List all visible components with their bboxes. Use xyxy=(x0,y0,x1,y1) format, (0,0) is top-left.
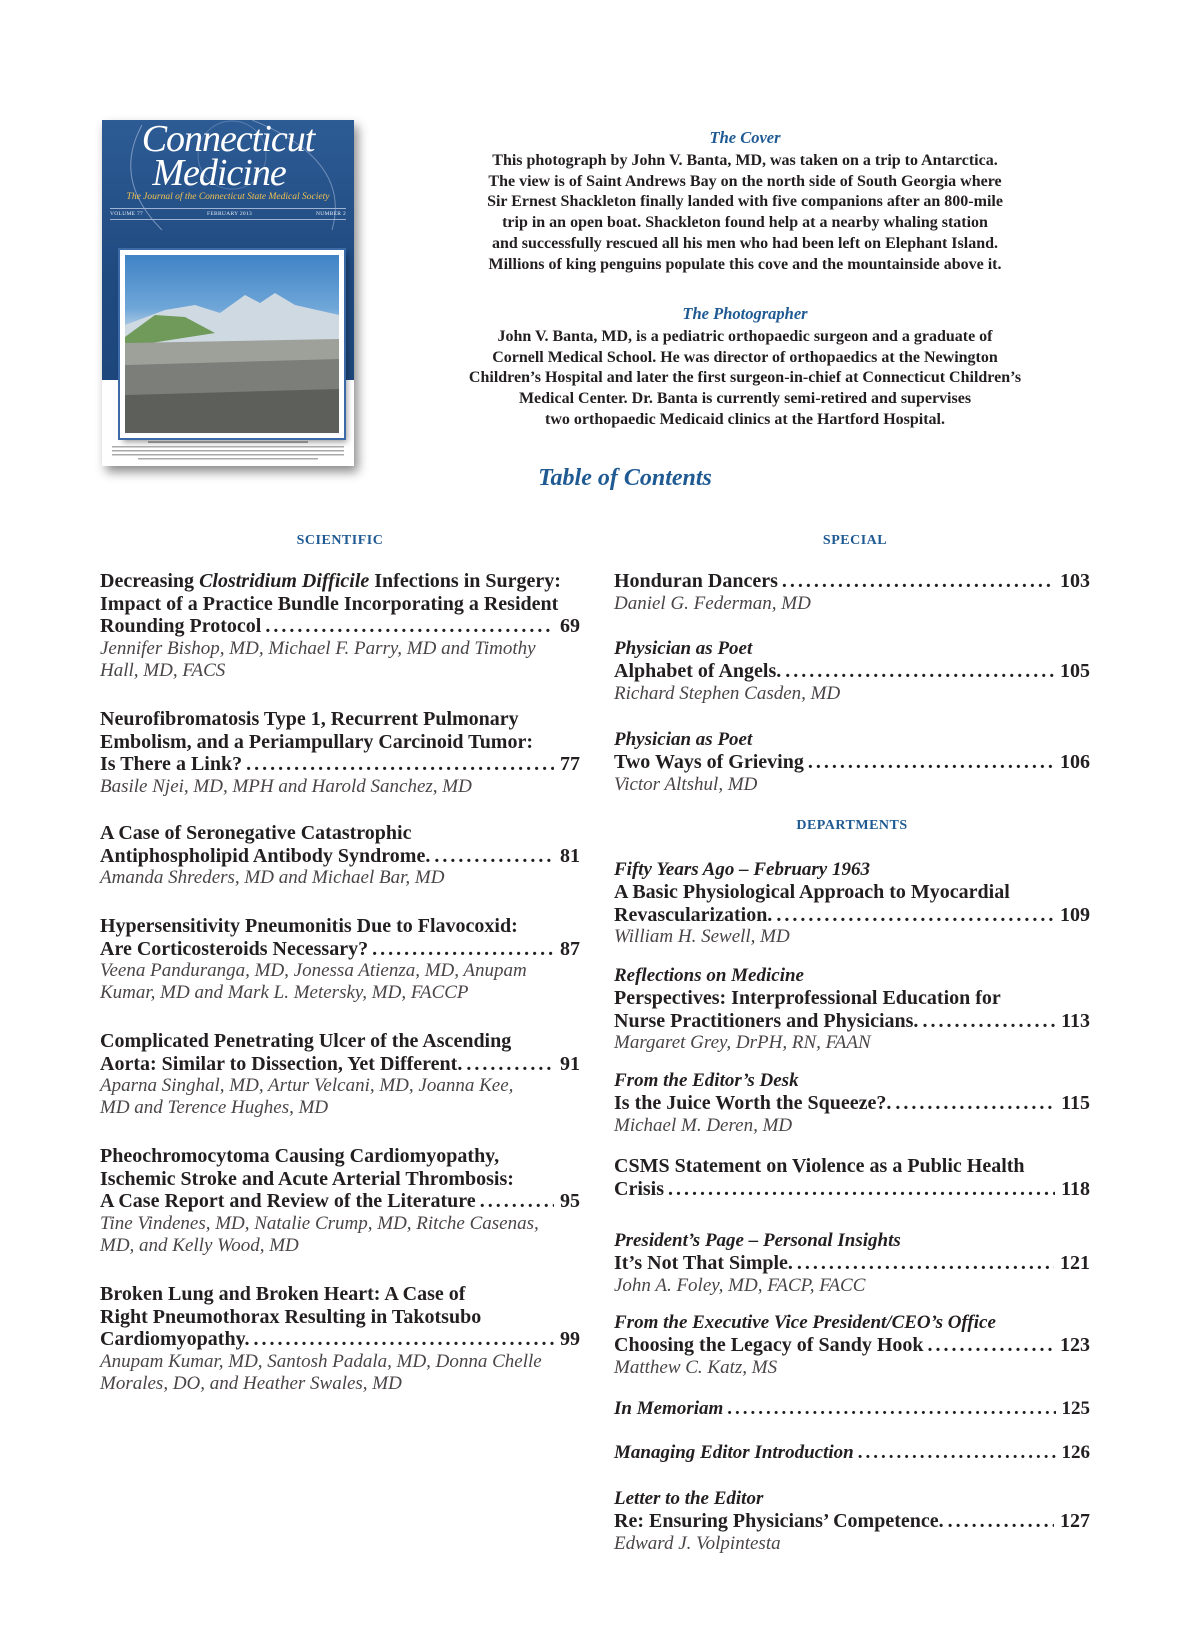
toc-entry-title: CSMS Statement on Violence as a Public Health xyxy=(614,1155,1025,1177)
toc-entry[interactable] xyxy=(100,1283,580,1395)
toc-entry-authors: Margaret Grey, DrPH, RN, FAAN xyxy=(614,1032,871,1053)
toc-entry-authors: Edward J. Volpintesta xyxy=(614,1532,781,1554)
toc-entry[interactable] xyxy=(100,915,580,1004)
page-number: 91 xyxy=(560,1052,580,1075)
toc-entry-title-last: Cardiomyopathy. ..... 99 xyxy=(100,1328,580,1351)
page-number: 127 xyxy=(1060,1510,1090,1532)
toc-entry[interactable] xyxy=(614,1398,1090,1420)
the-cover-line: Millions of king penguins populate this cove and the mountainside above it. xyxy=(488,255,1002,273)
toc-entry[interactable] xyxy=(614,859,1090,948)
toc-entry-title: Neurofibromatosis Type 1, Recurrent Pulmonary xyxy=(100,708,519,730)
the-photographer-heading: The Photographer xyxy=(682,304,808,323)
page-number: 103 xyxy=(1060,570,1090,592)
toc-entry[interactable] xyxy=(614,570,1090,615)
page-number: 121 xyxy=(1060,1252,1090,1274)
toc-entry-title: A Case of Seronegative Catastrophic xyxy=(100,822,412,844)
the-cover-line: The view is of Saint Andrews Bay on the north side of South Georgia where xyxy=(488,172,1002,190)
the-photographer-line: two orthopaedic Medicaid clinics at the Hartford Hospital. xyxy=(545,410,945,428)
toc-entry-authors: MD, and Kelly Wood, MD xyxy=(100,1234,299,1256)
toc-entry-title: Broken Lung and Broken Heart: A Case of xyxy=(100,1283,466,1305)
toc-entry-title-last: Rounding Protocol ..... 69 xyxy=(100,615,580,638)
toc-entry-title-last: Re: Ensuring Physicians’ Competence. ..... 127 xyxy=(614,1510,1090,1533)
page-number: 106 xyxy=(1060,751,1090,773)
the-cover-heading: The Cover xyxy=(709,128,781,147)
cover-fine-print xyxy=(108,440,348,462)
toc-entry[interactable] xyxy=(614,1155,1090,1200)
toc-entry-title-last: Revascularization. ..... 109 xyxy=(614,904,1090,927)
toc-entry[interactable] xyxy=(614,729,1090,796)
toc-entry-authors: Kumar, MD and Mark L. Metersky, MD, FACCP xyxy=(100,982,469,1003)
toc-entry-title-last: Antiphospholipid Antibody Syndrome. ..... 81 xyxy=(100,845,580,868)
toc-entry-title: Hypersensitivity Pneumonitis Due to Flavocoxid: xyxy=(100,915,518,937)
toc-entry-authors: Victor Altshul, MD xyxy=(614,773,758,795)
toc-entry-title-last: Two Ways of Grieving ..... 106 xyxy=(614,751,1090,774)
page-number: 99 xyxy=(560,1328,580,1350)
toc-entry-title-last: Alphabet of Angels. ..... 105 xyxy=(614,660,1090,683)
toc-entry-title: A Basic Physiological Approach to Myocardial xyxy=(614,881,1010,903)
toc-entry-authors: Matthew C. Katz, MS xyxy=(614,1356,778,1378)
toc-entry-kicker: President’s Page – Personal Insights xyxy=(614,1230,901,1251)
toc-entry[interactable] xyxy=(614,1442,1090,1464)
toc-entry[interactable] xyxy=(100,822,580,889)
toc-entry-title: Perspectives: Interprofessional Education for xyxy=(614,987,1001,1009)
dot-leader xyxy=(372,938,554,961)
toc-entry-authors: Michael M. Deren, MD xyxy=(614,1114,793,1136)
toc-entry-title: Right Pneumothorax Resulting in Takotsubo xyxy=(100,1305,482,1328)
cover-volume: VOLUME 77 xyxy=(110,211,144,217)
toc-entry-authors: Hall, MD, FACS xyxy=(100,659,226,681)
the-cover-section xyxy=(420,128,1070,276)
toc-entry[interactable] xyxy=(614,1070,1090,1137)
journal-cover-image xyxy=(102,120,354,466)
dot-leader xyxy=(776,904,1054,927)
toc-entry-authors: Jennifer Bishop, MD, Michael F. Parry, MD and Timothy xyxy=(100,637,536,659)
dot-leader xyxy=(480,1190,554,1213)
dot-leader xyxy=(928,1334,1055,1357)
cover-subtitle: The Journal of the Connecticut State Medical Society xyxy=(126,192,330,202)
toc-entry[interactable] xyxy=(614,1488,1090,1555)
page-number: 123 xyxy=(1060,1334,1090,1356)
toc-entry-authors: John A. Foley, MD, FACP, FACC xyxy=(614,1274,866,1296)
toc-entry-authors: Basile Njei, MD, MPH and Harold Sanchez, MD xyxy=(100,775,472,797)
dot-leader xyxy=(797,1252,1054,1275)
toc-entry-title: Pheochromocytoma Causing Cardiomyopathy, xyxy=(100,1145,500,1167)
page-number: 69 xyxy=(560,615,580,637)
toc-entry-authors: William H. Sewell, MD xyxy=(614,926,790,947)
page-number: 109 xyxy=(1060,903,1090,926)
section-label-special: SPECIAL xyxy=(822,533,888,548)
cover-number: NUMBER 2 xyxy=(315,211,346,217)
toc-entry-authors: Tine Vindenes, MD, Natalie Crump, MD, Ritche Casenas, xyxy=(100,1212,539,1234)
toc-entry-title: Impact of a Practice Bundle Incorporating a Resident xyxy=(100,592,559,615)
the-photographer-line: John V. Banta, MD, is a pediatric orthopaedic surgeon and a graduate of xyxy=(497,327,993,345)
dot-leader xyxy=(785,660,1054,683)
toc-entry-authors: Richard Stephen Casden, MD xyxy=(614,682,841,704)
dot-leader xyxy=(434,845,554,868)
section-label-scientific: SCIENTIFIC xyxy=(296,533,384,548)
the-photographer-line: Cornell Medical School. He was director of orthopaedics at the Newington xyxy=(492,348,998,366)
toc-entry-title-last: Nurse Practitioners and Physicians. ..... 113 xyxy=(614,1010,1090,1033)
page-number: 118 xyxy=(1061,1177,1090,1200)
cover-title-line1: Connecticut xyxy=(141,120,315,160)
dot-leader xyxy=(808,751,1054,774)
toc-entry-kicker-solo: In Memoriam ..... 125 xyxy=(614,1398,1090,1420)
toc-entry-authors: Aparna Singhal, MD, Artur Velcani, MD, Joanna Kee, xyxy=(100,1075,514,1096)
toc-entry-title: Embolism, and a Periampullary Carcinoid Tumor: xyxy=(100,730,534,753)
toc-entry-title-last: Is There a Link? ..... 77 xyxy=(100,753,580,776)
toc-entry[interactable] xyxy=(100,708,580,798)
the-photographer-section xyxy=(420,304,1070,431)
toc-entry-title: Ischemic Stroke and Acute Arterial Thrombosis: xyxy=(100,1167,514,1190)
dot-leader xyxy=(895,1092,1055,1115)
toc-entry-kicker: Physician as Poet xyxy=(614,729,753,750)
toc-title: Table of Contents xyxy=(538,465,712,491)
toc-entry-kicker-solo: Managing Editor Introduction ..... 126 xyxy=(614,1442,1090,1464)
cover-fine-print-lines xyxy=(108,440,348,462)
dot-leader xyxy=(922,1010,1055,1033)
toc-entry-authors: Amanda Shreders, MD and Michael Bar, MD xyxy=(100,867,445,888)
the-cover-line: trip in an open boat. Shackleton found help at a nearby whaling station xyxy=(502,214,988,232)
page-number: 87 xyxy=(560,937,580,960)
toc-entry-title-last: Is the Juice Worth the Squeeze?. ..... 115 xyxy=(614,1092,1090,1115)
toc-entry-title: Decreasing Clostridium Difficile Infections in Surgery: xyxy=(100,570,561,592)
page-number: 105 xyxy=(1060,660,1090,682)
toc-entry[interactable] xyxy=(614,965,1090,1054)
page-number: 126 xyxy=(1061,1442,1090,1463)
dot-leader xyxy=(253,1328,554,1351)
dot-leader xyxy=(466,1053,554,1076)
toc-entry-authors: Morales, DO, and Heather Swales, MD xyxy=(100,1372,402,1394)
toc-entry-kicker: Physician as Poet xyxy=(614,638,753,659)
dot-leader xyxy=(858,1442,1056,1464)
the-photographer-line: Children’s Hospital and later the first surgeon-in-chief at Connecticut Children’s xyxy=(468,369,1022,387)
the-cover-line: This photograph by John V. Banta, MD, was taken on a trip to Antarctica. xyxy=(492,151,998,169)
toc-entry[interactable] xyxy=(100,1030,580,1119)
toc-entry[interactable] xyxy=(614,1230,1090,1297)
toc-entry-title-last: It’s Not That Simple. ..... 121 xyxy=(614,1252,1090,1275)
toc-entry-kicker: From the Editor’s Desk xyxy=(614,1070,799,1091)
cover-title xyxy=(102,120,354,194)
page-number: 77 xyxy=(560,753,580,775)
toc-entry[interactable] xyxy=(100,1145,580,1257)
toc-entry-title-last: Crisis ..... 118 xyxy=(614,1178,1090,1201)
cover-issue-bar xyxy=(110,208,346,220)
dot-leader xyxy=(782,570,1054,593)
toc-entry[interactable] xyxy=(614,638,1090,705)
dot-leader xyxy=(948,1510,1054,1533)
dot-leader xyxy=(246,753,554,776)
page-number: 113 xyxy=(1061,1009,1090,1032)
toc-entry-kicker: Letter to the Editor xyxy=(614,1488,764,1509)
toc-entry-authors: Anupam Kumar, MD, Santosh Padala, MD, Donna Chelle xyxy=(100,1350,542,1372)
page-number: 125 xyxy=(1061,1398,1090,1419)
cover-date: FEBRUARY 2013 xyxy=(206,211,253,217)
section-label-departments: DEPARTMENTS xyxy=(796,818,908,833)
toc-entry-kicker: From the Executive Vice President/CEO’s Office xyxy=(614,1312,996,1333)
toc-entry-title-italic: Clostridium Difficile xyxy=(199,570,370,592)
dot-leader xyxy=(265,615,554,638)
penguin-landscape-illustration xyxy=(125,255,339,433)
page-number: 95 xyxy=(560,1190,580,1212)
toc-entry-authors: Daniel G. Federman, MD xyxy=(614,592,811,614)
page-number: 115 xyxy=(1061,1092,1090,1114)
dot-leader xyxy=(668,1178,1055,1201)
the-photographer-line: Medical Center. Dr. Banta is currently semi-retired and supervises xyxy=(518,390,972,408)
toc-entry-kicker: Fifty Years Ago – February 1963 xyxy=(614,859,870,880)
toc-entry-authors: Veena Panduranga, MD, Jonessa Atienza, MD, Anupam xyxy=(100,960,527,981)
dot-leader xyxy=(727,1398,1055,1420)
toc-entry-title-last: Choosing the Legacy of Sandy Hook ..... 123 xyxy=(614,1334,1090,1357)
toc-entry-title-last: Honduran Dancers ..... 103 xyxy=(614,570,1090,593)
toc-entry-title-last: Are Corticosteroids Necessary? ..... 87 xyxy=(100,938,580,961)
toc-entry[interactable] xyxy=(100,570,580,682)
the-cover-line: and successfully rescued all his men who had been left on Elephant Island. xyxy=(491,234,998,252)
page-number: 81 xyxy=(560,844,580,867)
toc-entry-authors: MD and Terence Hughes, MD xyxy=(100,1097,329,1118)
cover-penguin-photo xyxy=(120,250,344,438)
toc-entry[interactable] xyxy=(614,1312,1090,1379)
toc-entry-title: Complicated Penetrating Ulcer of the Ascending xyxy=(100,1030,512,1052)
toc-entry-title-last: Aorta: Similar to Dissection, Yet Different. ..... 91 xyxy=(100,1053,580,1076)
the-cover-line: Sir Ernest Shackleton finally landed with five companions after an 800-mile xyxy=(487,193,1003,211)
cover-title-line2: Medicine xyxy=(152,152,286,194)
toc-entry-kicker: Reflections on Medicine xyxy=(614,965,804,986)
toc-entry-title-last: A Case Report and Review of the Literature ..... 95 xyxy=(100,1190,580,1213)
